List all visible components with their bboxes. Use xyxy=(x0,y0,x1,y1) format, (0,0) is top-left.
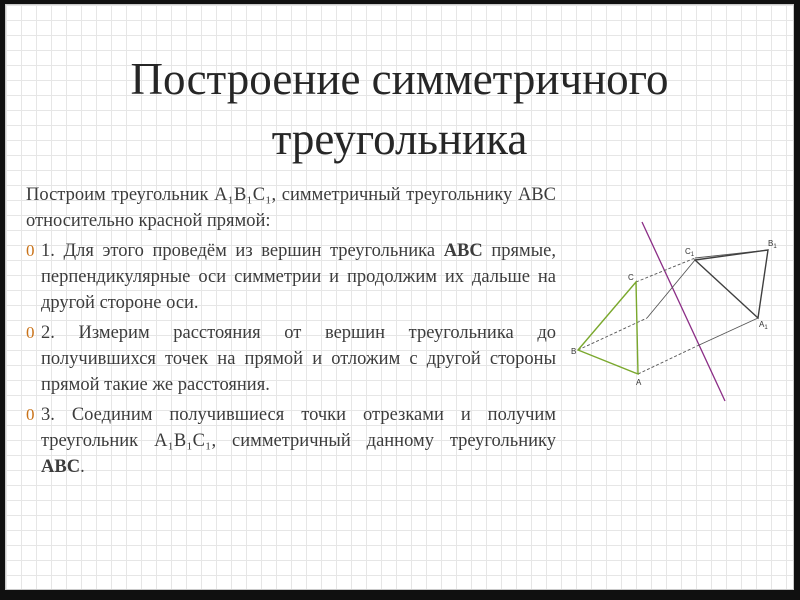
list-item-step-2 xyxy=(26,320,556,398)
title-line-1: Построение симметричного xyxy=(130,54,669,104)
list-item-step-1 xyxy=(26,238,556,316)
title-line-2: треугольника xyxy=(271,114,528,164)
step-3-triangle-name: А₁В₁С₁ xyxy=(154,431,212,451)
vertex-label-a1-letter: A xyxy=(759,320,765,329)
perpendicular-line-b xyxy=(647,260,695,318)
construction-line-a xyxy=(638,346,697,374)
slide-body xyxy=(26,182,556,484)
vertex-label-b: B xyxy=(571,347,577,356)
bullet-marker: 0 xyxy=(26,405,35,424)
perpendicular-line-a xyxy=(697,318,758,346)
vertex-label-c1-subscript: 1 xyxy=(690,252,695,258)
step-3-middle: , симметричный данному треугольнику xyxy=(211,431,556,451)
intro-suffix: , симметричный треугольнику АВС относительно красной прямой: xyxy=(26,185,556,231)
vertex-label-a1 xyxy=(759,320,768,331)
vertex-label-c1 xyxy=(685,247,695,258)
symmetry-axis-line xyxy=(642,222,725,401)
symmetry-diagram xyxy=(565,217,787,405)
slide-title xyxy=(6,49,793,169)
bullet-marker: 0 xyxy=(26,241,35,260)
bullet-marker: 0 xyxy=(26,323,35,342)
step-1-suffix: прямые, перпендикулярные оси симметрии и продолжим их дальше на другой стороне оси. xyxy=(41,241,556,313)
intro-prefix: Построим треугольник xyxy=(26,185,215,205)
step-1-prefix: 1. Для этого проведём из вершин треугольника xyxy=(41,241,444,261)
triangle-a1b1c1 xyxy=(695,250,768,318)
vertex-label-b1 xyxy=(768,239,777,250)
step-3-triangle-abc: АВС xyxy=(41,457,81,477)
intro-triangle-name: А₁В₁С₁ xyxy=(214,185,272,205)
step-3-prefix: 3. Соединим получившиеся точки отрезками и получим треугольник xyxy=(41,405,556,451)
list-item-step-3 xyxy=(26,402,556,480)
step-2-text: 2. Измерим расстояния от вершин треугольника до получившихся точек на прямой и отложим с другой стороны прямой такие же расстояния. xyxy=(41,323,556,395)
vertex-label-a1-subscript: 1 xyxy=(764,325,768,331)
vertex-label-c: C xyxy=(628,273,634,282)
step-1-triangle-name: АВС xyxy=(443,241,483,261)
step-3-suffix: . xyxy=(80,457,85,477)
vertex-label-b1-subscript: 1 xyxy=(773,244,777,250)
intro-paragraph xyxy=(26,182,556,234)
triangle-abc xyxy=(578,282,638,374)
vertex-label-a: A xyxy=(636,378,642,387)
vertex-label-c1-letter: C xyxy=(685,247,691,256)
vertex-label-b1-letter: B xyxy=(768,239,774,248)
